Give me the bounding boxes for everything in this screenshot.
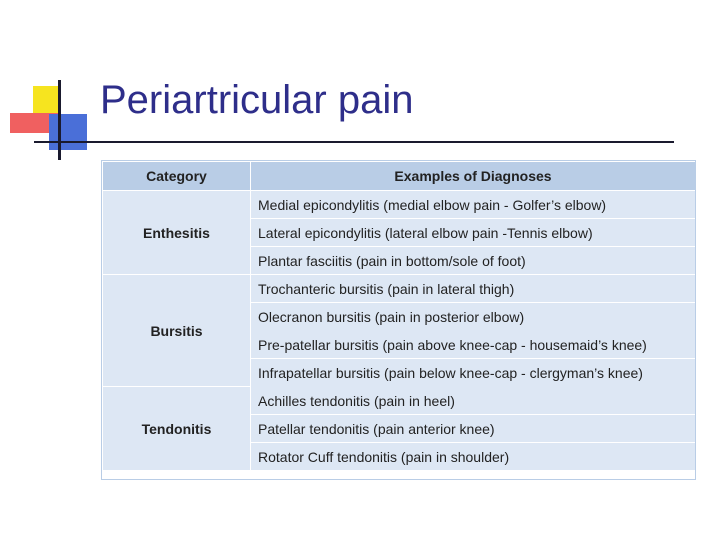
table-row	[103, 275, 696, 303]
category-bursitis: Bursitis	[103, 275, 251, 387]
diagnosis-cell: Pre-patellar bursitis (pain above knee-cap - housemaid’s knee)	[251, 331, 696, 359]
title-underline	[34, 141, 674, 143]
diagnosis-cell: Rotator Cuff tendonitis (pain in shoulder)	[251, 443, 696, 471]
diagnosis-cell: Achilles tendonitis (pain in heel)	[251, 387, 696, 415]
diagnoses-table	[102, 161, 696, 471]
decorative-blue-square	[49, 114, 87, 150]
diagnosis-cell: Olecranon bursitis (pain in posterior elbow)	[251, 303, 696, 331]
diagnosis-cell: Infrapatellar bursitis (pain below knee-cap - clergyman’s knee)	[251, 359, 696, 387]
diagnosis-cell: Lateral epicondylitis (lateral elbow pain -Tennis elbow)	[251, 219, 696, 247]
table-row	[103, 191, 696, 219]
diagnosis-cell: Plantar fasciitis (pain in bottom/sole of foot)	[251, 247, 696, 275]
slide-title: Periartricular pain	[100, 78, 414, 122]
category-tendonitis: Tendonitis	[103, 387, 251, 471]
table-row	[103, 387, 696, 415]
decorative-vertical-line	[58, 80, 61, 160]
category-enthesitis: Enthesitis	[103, 191, 251, 275]
diagnosis-cell: Trochanteric bursitis (pain in lateral thigh)	[251, 275, 696, 303]
diagnosis-cell: Patellar tendonitis (pain anterior knee)	[251, 415, 696, 443]
header-category: Category	[103, 162, 251, 191]
table-header-row	[103, 162, 696, 191]
header-examples-of-diagnoses: Examples of Diagnoses	[251, 162, 696, 191]
diagnosis-cell: Medial epicondylitis (medial elbow pain - Golfer’s elbow)	[251, 191, 696, 219]
